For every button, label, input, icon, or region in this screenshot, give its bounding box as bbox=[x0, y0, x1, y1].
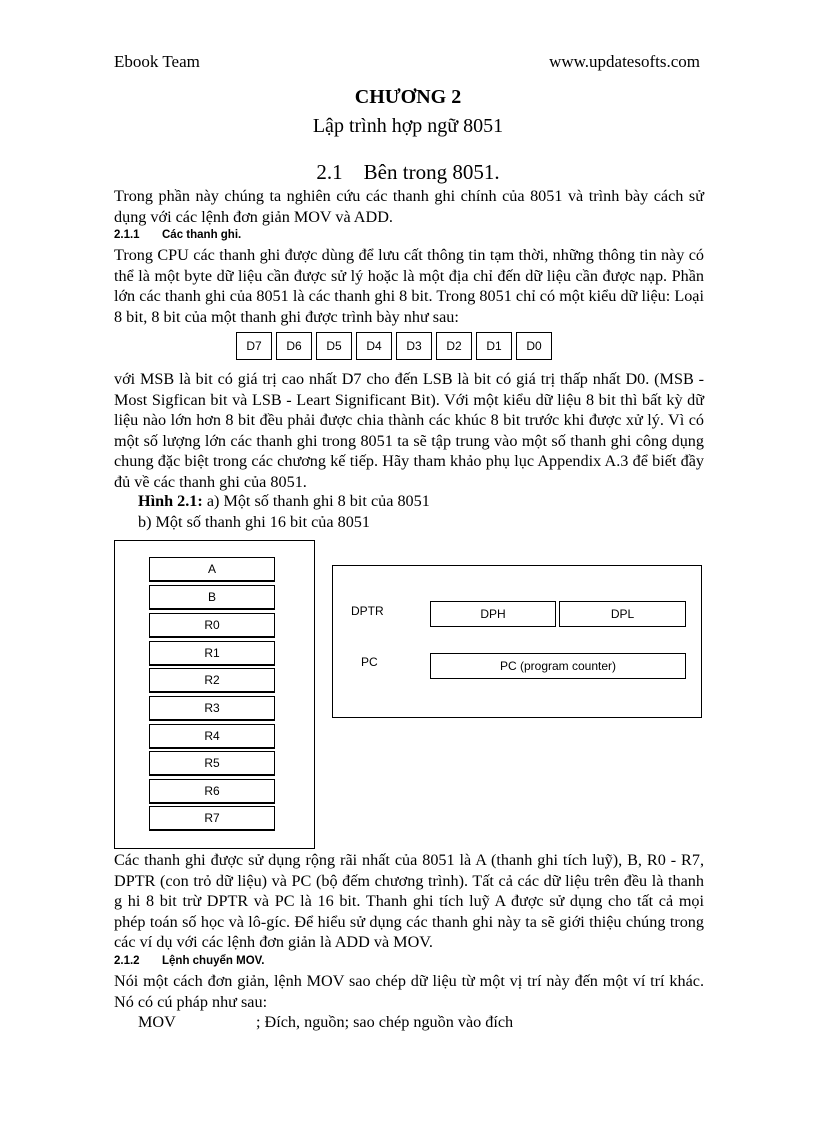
bit-cell: D3 bbox=[396, 332, 432, 360]
register-cell: R3 bbox=[149, 696, 275, 721]
subsection-title: Các thanh ghi. bbox=[162, 229, 242, 241]
registers-8bit-box bbox=[114, 540, 315, 849]
intro-paragraph: Trong phần này chúng ta nghiên cứu các thanh ghi chính của 8051 và trình bày cách sử dụng với các lệnh đơn giản MOV và ADD. bbox=[114, 187, 704, 226]
section-title: Bên trong 8051. bbox=[363, 160, 500, 184]
register-cell: B bbox=[149, 585, 275, 610]
registers-paragraph: Trong CPU các thanh ghi được dùng để lưu cất thông tin tạm thời, những thông tin này có thể là một byte dữ liệu cần được sử lý hoặc là một địa chỉ đến dữ liệu cần được nạp. Phần lớn các thanh ghi của 8051 là các thanh ghi 8 bit. Trong 8051 chỉ có một kiểu dữ liệu: Loại 8 bit, 8 bit của một thanh ghi được trình bày như sau: bbox=[114, 246, 704, 326]
subsection-number: 2.1.2 bbox=[114, 955, 140, 967]
pc-label: PC bbox=[361, 655, 378, 669]
section-number: 2.1 bbox=[316, 160, 343, 184]
figure-caption-b: b) Một số thanh ghi 16 bit của 8051 bbox=[138, 513, 370, 531]
register-cell: R7 bbox=[149, 806, 275, 831]
bit-cell: D1 bbox=[476, 332, 512, 360]
mov-paragraph: Nói một cách đơn giản, lệnh MOV sao chép dữ liệu từ một vị trí này đến một ví trí khác. Nó có cú pháp như sau: bbox=[114, 972, 704, 1011]
bit-cell: D5 bbox=[316, 332, 352, 360]
bit-cell: D6 bbox=[276, 332, 312, 360]
figure-caption-a bbox=[138, 492, 430, 511]
register-cell: R1 bbox=[149, 641, 275, 666]
msb-lsb-paragraph: với MSB là bit có giá trị cao nhất D7 cho đến LSB là bit có giá trị thấp nhất D0. (MSB - Most Sigfican bit và LSB - Leart Significant Bit). Với một kiểu dữ liệu 8 bit thì bất kỳ dữ liệu nào lớn hơn 8 bit đều phải được chia thành các khúc 8 bit trước khi được xử lý. Vì có một số lượng lớn các thanh ghi trong 8051 ta sẽ tập trung vào một số thanh ghi công dụng chung đặc biệt trong các chương kế tiếp. Hãy tham khảo phụ lục Appendix A.3 để biết đầy đủ về các thanh ghi của 8051. bbox=[114, 370, 704, 491]
register-cell: R0 bbox=[149, 613, 275, 638]
bit-cell: D2 bbox=[436, 332, 472, 360]
bit-layout bbox=[236, 332, 552, 360]
pc-cell: PC (program counter) bbox=[430, 653, 686, 679]
mov-command: MOV bbox=[138, 1013, 176, 1031]
register-cell: R5 bbox=[149, 751, 275, 776]
registers-16bit-box bbox=[332, 565, 702, 718]
dptr-label: DPTR bbox=[351, 604, 384, 618]
section-heading bbox=[0, 160, 816, 185]
subsection-heading-1 bbox=[114, 229, 241, 241]
chapter-title: CHƯƠNG 2 bbox=[354, 86, 462, 108]
header-left: Ebook Team bbox=[114, 52, 200, 71]
subsection-number: 2.1.1 bbox=[114, 229, 140, 241]
dph-cell: DPH bbox=[430, 601, 556, 627]
figure-caption-a-text: a) Một số thanh ghi 8 bit của 8051 bbox=[206, 492, 430, 510]
bit-cell: D0 bbox=[516, 332, 552, 360]
register-cell: R2 bbox=[149, 668, 275, 693]
chapter-subtitle: Lập trình hợp ngữ 8051 bbox=[312, 115, 504, 137]
subsection-title: Lệnh chuyển MOV. bbox=[162, 955, 265, 967]
header-right: www.updatesofts.com bbox=[549, 52, 700, 71]
bit-cell: D7 bbox=[236, 332, 272, 360]
bit-cell: D4 bbox=[356, 332, 392, 360]
register-cell: A bbox=[149, 557, 275, 582]
mov-syntax bbox=[138, 1013, 513, 1032]
register-cell: R4 bbox=[149, 724, 275, 749]
mov-comment: ; Đích, nguồn; sao chép nguồn vào đích bbox=[256, 1013, 514, 1031]
figure-label: Hình 2.1: bbox=[138, 492, 203, 510]
dpl-cell: DPL bbox=[559, 601, 686, 627]
common-registers-paragraph: Các thanh ghi được sử dụng rộng rãi nhất của 8051 là A (thanh ghi tích luỹ), B, R0 - R7, DPTR (con trỏ dữ liệu) và PC (bộ đếm chương trình). Tất cả các dữ liệu trên đều là thanh g hi 8 bit trừ DPTR và PC là 16 bit. Thanh ghi tích luỹ A được sử dụng cho tất cả mọi phép toán số học và lô-gíc. Để hiểu sử dụng các thanh ghi này ta sẽ giới thiệu chúng trong các ví dụ với các lệnh đơn giản là ADD và MOV. bbox=[114, 851, 704, 951]
register-cell: R6 bbox=[149, 779, 275, 804]
subsection-heading-2 bbox=[114, 955, 264, 967]
